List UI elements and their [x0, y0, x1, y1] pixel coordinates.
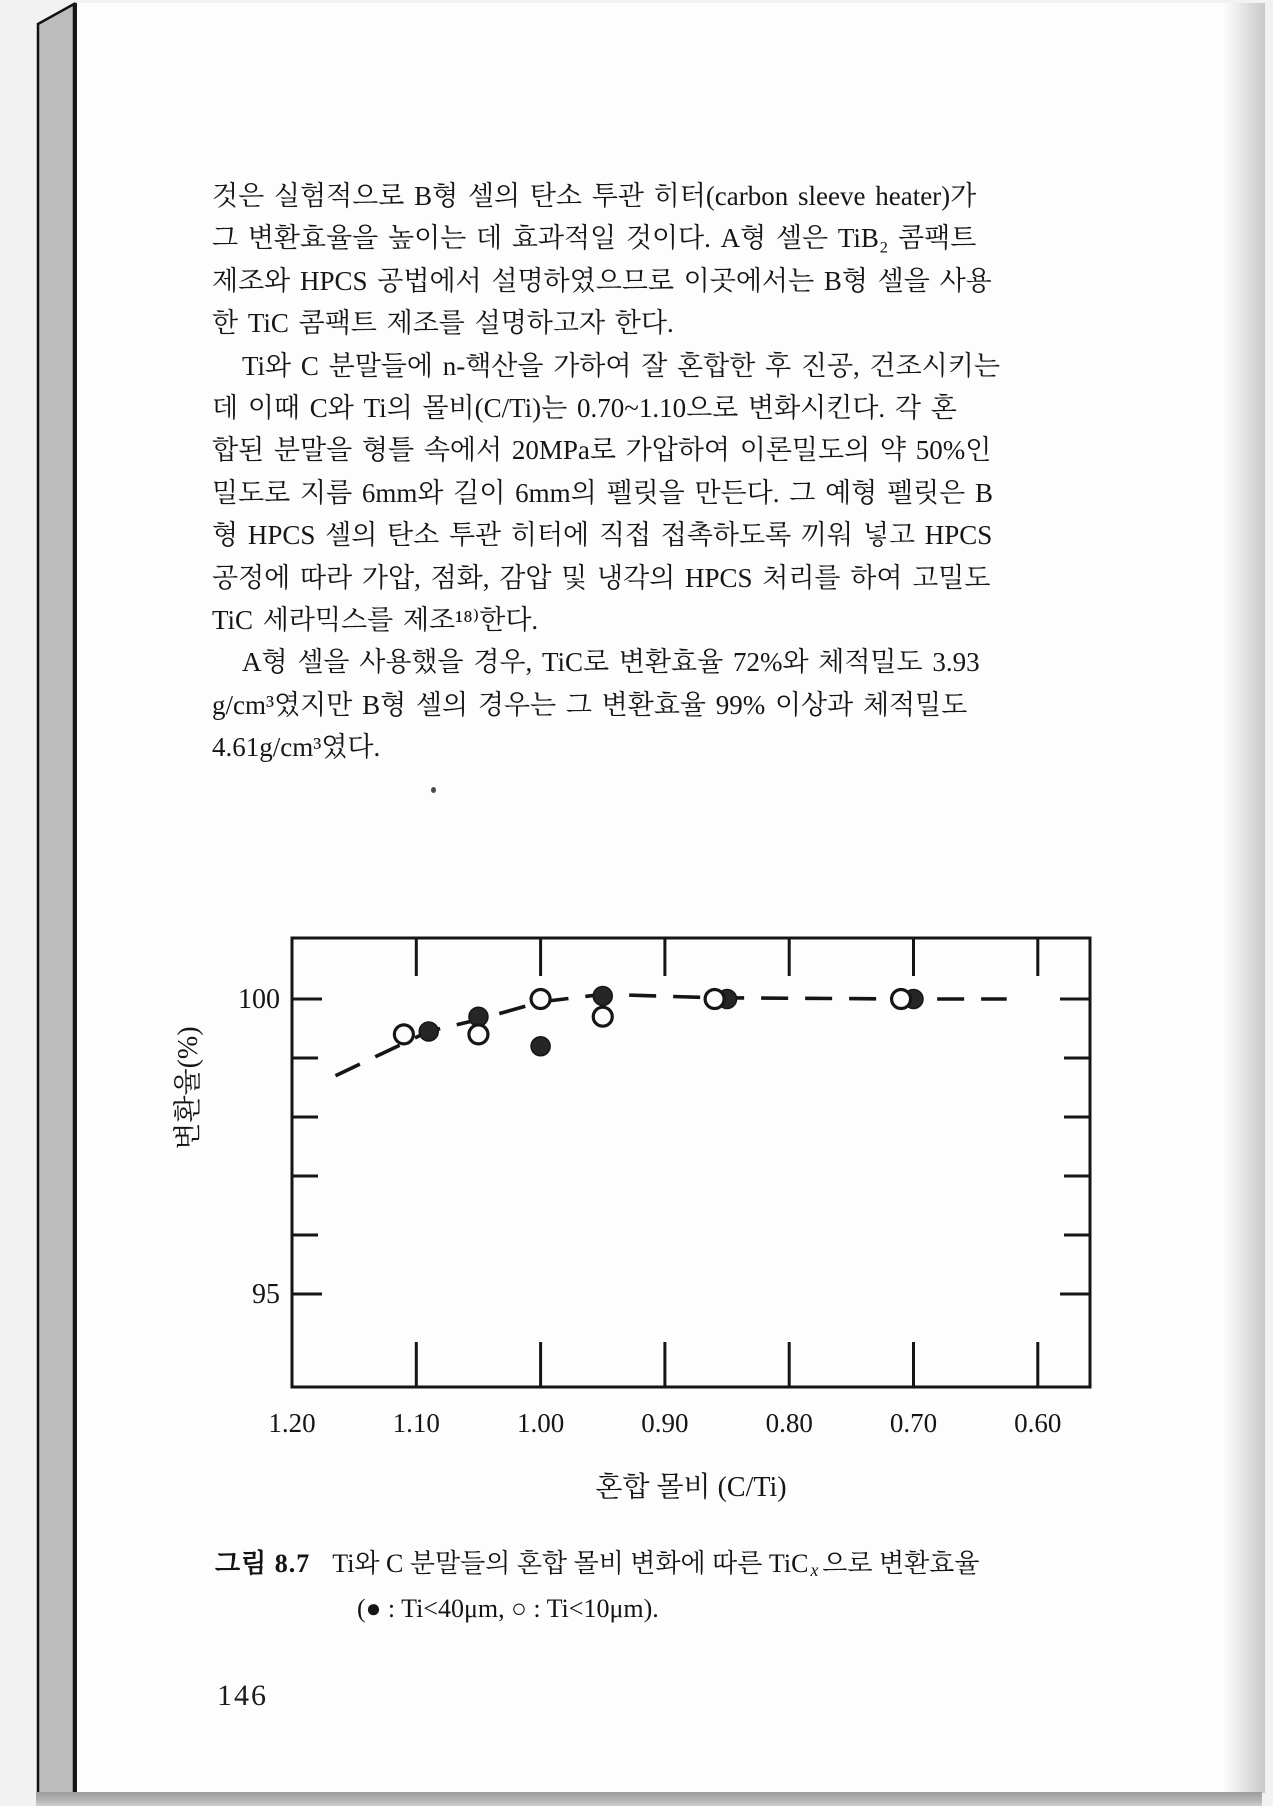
figure-caption [215, 1543, 1115, 1624]
body-text-line: 공정에 따라 가압, 점화, 감압 및 냉각의 HPCS 처리를 하여 고밀도 [212, 562, 991, 593]
body-text-line: 그 변환효율을 높이는 데 효과적일 것이다. A형 셀은 TiB₂ 콤팩트 [212, 223, 977, 254]
x-tick-label: 0.70 [889, 1408, 938, 1438]
open-circle [469, 1025, 488, 1044]
x-tick-label: 0.90 [641, 1408, 689, 1438]
figure-caption-label: 그림 8.7 [215, 1549, 311, 1578]
scan-speck [431, 787, 436, 793]
open-circle [531, 990, 550, 1009]
body-text-line: 제조와 HPCS 공법에서 설명하였으므로 이곳에서는 B형 셀을 사용 [212, 265, 992, 296]
filled-circle [419, 1022, 438, 1041]
figure-caption-line1 [215, 1543, 1115, 1581]
open-circle [705, 990, 724, 1009]
figure-caption-legend: (● : Ti<40μm, ○ : Ti<10μm). [357, 1594, 659, 1624]
x-tick-label: 0.80 [765, 1408, 813, 1438]
x-tick-label: 1.20 [268, 1408, 316, 1438]
body-text-line: TiC 세라믹스를 제조¹⁸⁾한다. [212, 604, 539, 635]
x-axis-title: 혼합 몰비 (C/Ti) [595, 1472, 787, 1503]
body-text-line: g/cm³였지만 B형 셀의 경우는 그 변환효율 99% 이상과 체적밀도 [212, 689, 968, 720]
conversion-rate-chart [153, 900, 1138, 1525]
body-text-line: 데 이때 C와 Ti의 몰비(C/Ti)는 0.70~1.10으로 변화시킨다. 각 혼 [212, 392, 957, 423]
body-text-line: 한 TiC 콤팩트 제조를 설명하고자 한다. [212, 308, 674, 339]
series-ti-under-40um [419, 987, 923, 1056]
body-text-line: 4.61g/cm³였다. [212, 732, 381, 763]
caption-subscript-x: x [810, 1560, 819, 1581]
y-tick-label: 100 [238, 984, 280, 1015]
filled-circle [531, 1037, 550, 1056]
y-tick-label: 95 [252, 1279, 280, 1310]
x-tick-label: 0.60 [1014, 1408, 1062, 1438]
body-text-line: Ti와 C 분말들에 n-핵산을 가하여 잘 혼합한 후 진공, 건조시키는 [242, 350, 1000, 381]
body-text-line: 형 HPCS 셀의 탄소 투관 히터에 직접 접촉하도록 끼워 넣고 HPCS [212, 520, 993, 551]
open-circle [892, 990, 911, 1009]
figure-caption-text [332, 1549, 980, 1581]
chart-axes [238, 938, 1090, 1438]
open-circle [394, 1025, 413, 1044]
book-spine-edge [38, 4, 74, 1801]
y-axis-title: 변환율(%) [173, 1026, 204, 1150]
page-number: 146 [217, 1679, 268, 1712]
open-circle [593, 1007, 612, 1026]
x-tick-label: 1.10 [392, 1408, 440, 1438]
book-page [74, 3, 1265, 1793]
caption-text-pre: Ti와 C 분말들의 혼합 몰비 변화에 따른 TiC [332, 1549, 809, 1578]
body-text [212, 175, 1012, 768]
x-tick-label: 1.00 [516, 1408, 565, 1438]
caption-text-post: 으로 변환효율 [822, 1549, 980, 1578]
body-text-line: 합된 분말을 형틀 속에서 20MPa로 가압하여 이론밀도의 약 50%인 [212, 435, 992, 466]
body-text-line: A형 셀을 사용했을 경우, TiC로 변환효율 72%와 체적밀도 3.93 [242, 647, 980, 678]
body-text-line: 밀도로 지름 6mm와 길이 6mm의 펠릿을 만든다. 그 예형 펠릿은 B [212, 477, 993, 508]
body-text-line: 것은 실험적으로 B형 셀의 탄소 투관 히터(carbon sleeve heater)가 [212, 181, 977, 211]
filled-circle [593, 987, 612, 1006]
page-bottom-shadow [36, 1792, 1262, 1806]
